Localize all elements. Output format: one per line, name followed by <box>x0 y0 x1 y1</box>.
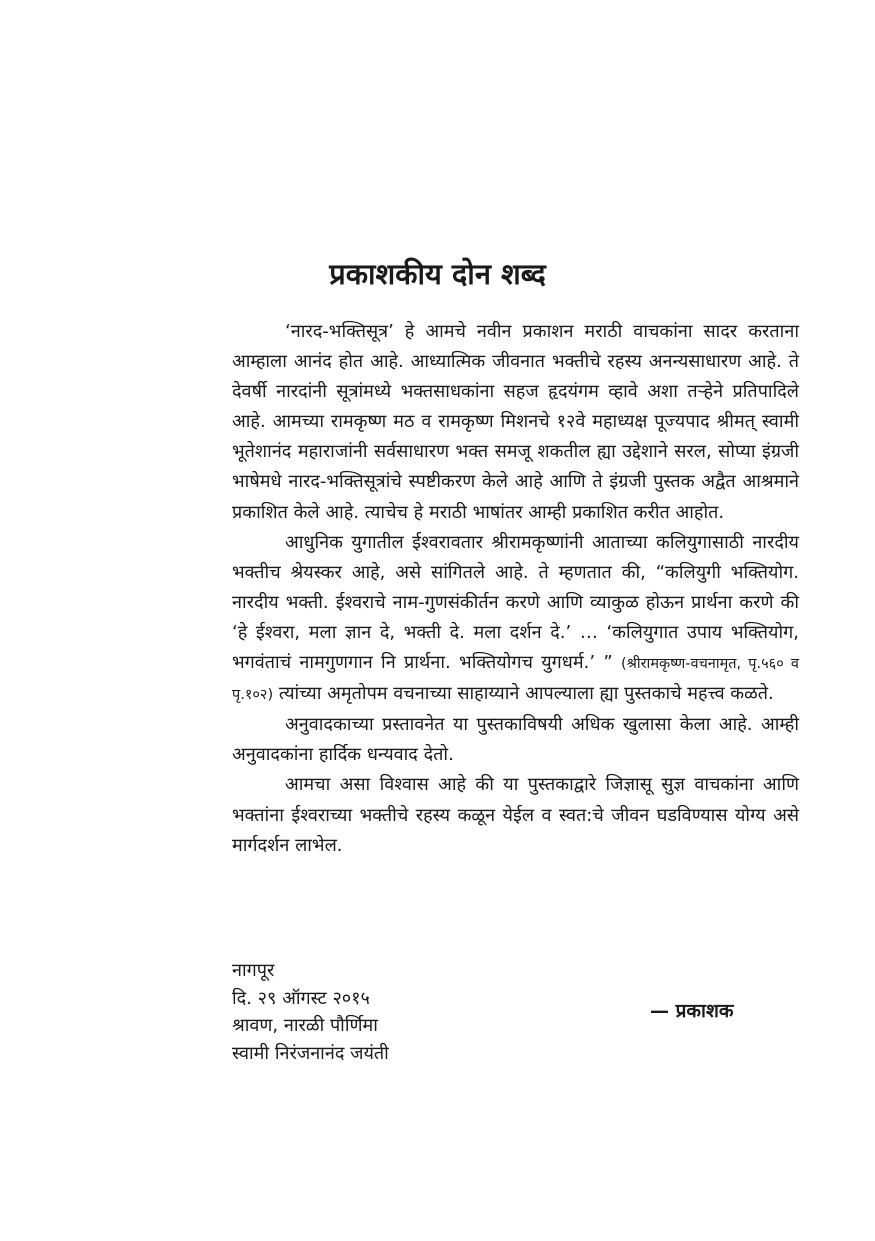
signoff-occasion: श्रावण, नारळी पौर्णिमा <box>232 1015 378 1036</box>
signoff-place: नागपूर <box>232 960 275 981</box>
paragraph-ramakrishna-quote <box>232 528 799 711</box>
paragraph-intro: ‘नारद-भक्तिसूत्र’ हे आमचे नवीन प्रकाशन मराठी वाचकांना सादर करताना आम्हाला आनंद होत आहे. आध्यात्मिक जीवनात भक्तीचे रहस्य अनन्यसाधारण आहे. ते देवर्षी नारदांनी सूत्रांमध्ये भक्तसाधकांना सहज हृदयंगम व्हावे अशा तऱ्हेने प्रतिपादिले आहे. आमच्या रामकृष्ण मठ व रामकृष्ण मिशनचे १२वे महाध्यक्ष पूज्यपाद श्रीमत् स्वामी भूतेशानंद महाराजांनी सर्वसाधारण भक्त समजू शकतील ह्या उद्देशाने सरल, सोप्या इंग्रजी भाषेमधे नारद-भक्तिसूत्रांचे स्पष्टीकरण केले आहे आणि ते इंग्रजी पुस्तक अद्वैत आश्रमाने प्रकाशित केले आहे. त्याचेच हे मराठी भाषांतर आम्ही प्रकाशित करीत आहोत. <box>232 321 799 523</box>
page-title: प्रकाशकीय दोन शब्द <box>329 257 546 291</box>
quote-citation: (श्रीरामकृष्ण-वचनामृत, पृ.५६० व पृ.१०२) <box>232 656 799 704</box>
signoff-date: दि. २९ ऑगस्ट २०१५ <box>232 987 370 1009</box>
quote-text: आधुनिक युगातील ईश्वरावतार श्रीरामकृष्णांनी आताच्या कलियुगासाठी नारदीय भक्तीच श्रेयस्कर आहे, असे सांगितले आहे. ते म्हणतात की, “कलियुगी भक्तियोग. नारदीय भक्ती. ईश्वराचे नाम-गुणसंकीर्तन करणे आणि व्याकुळ होऊन प्रार्थना करणे की ‘हे ईश्वरा, मला ज्ञान दे, भक्ती दे. मला दर्शन दे.’ … ‘कलियुगात उपाय भक्तियोग, भगवंताचं नामगुणगान नि प्रार्थना. भक्तियोगच युगधर्म.’ ” <box>232 531 799 674</box>
preface-body <box>232 317 799 861</box>
signoff-jayanti: स्वामी निरंजनानंद जयंती <box>232 1042 389 1064</box>
publisher-signature: — प्रकाशक <box>650 1000 734 1022</box>
signoff-block <box>232 957 389 1067</box>
paragraph-closing: आमचा असा विश्वास आहे की या पुस्तकाद्वारे जिज्ञासू सुज्ञ वाचकांना आणि भक्तांना ईश्वराच्या भक्तीचे रहस्य कळून येईल व स्वत:चे जीवन घडविण्यास योग्य असे मार्गदर्शन लाभेल. <box>232 774 799 856</box>
paragraph-translator-thanks: अनुवादकाच्या प्रस्तावनेत या पुस्तकाविषयी अधिक खुलासा केला आहे. आम्ही अनुवादकांना हार्दिक धन्यवाद देतो. <box>232 714 799 766</box>
quote-followup: त्यांच्या अमृतोपम वचनाच्या साहाय्याने आपल्याला ह्या पुस्तकाचे महत्त्व कळते. <box>278 683 774 705</box>
